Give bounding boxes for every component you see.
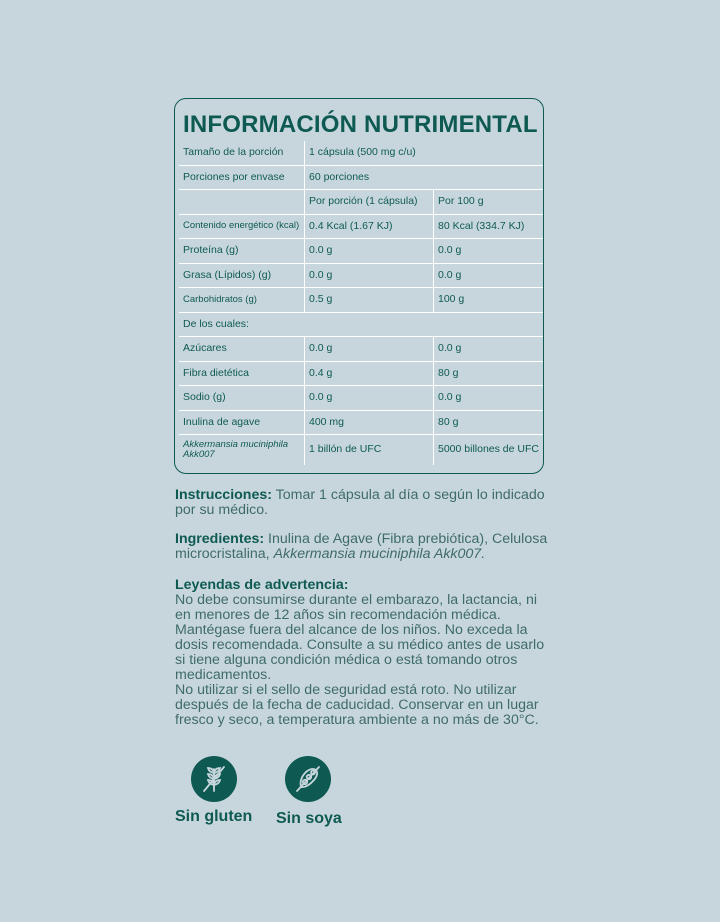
table-row [179, 263, 543, 288]
ingredients-italic: Akkermansia muciniphila Akk007. [273, 546, 486, 562]
gluten-free-label: Sin gluten [175, 808, 253, 825]
table-header-row [179, 190, 543, 215]
nutrient-per-portion: 0.0 g [305, 386, 434, 411]
header-per-portion: Por porción (1 cápsula) [305, 190, 434, 215]
table-row [179, 214, 543, 239]
ingredients-text: Inulina de Agave (Fibra prebiótica), Celulosa microcristalina, [175, 531, 548, 562]
table-row [179, 435, 543, 466]
warnings-text-1: No debe consumirse durante el embarazo, la lactancia, ni en menores de 12 años sin recomendación médica. Mantégase fuera del alcance de los niños. No exceda la dosis recomendada. Consulte a su médico antes de usarlo si tiene alguna condición médica o está tomando otros medicamentos. [175, 592, 545, 683]
table-row [179, 288, 543, 313]
warnings-label: Leyendas de advertencia: [175, 577, 349, 593]
table-row [179, 361, 543, 386]
warnings-paragraph [175, 578, 555, 728]
warnings-text-2: No utilizar si el sello de seguridad está roto. No utilizar después de la fecha de caducidad. Conservar en un lugar fresco y seco, a temperatura ambiente a no más de 30°C. [175, 682, 539, 728]
instructions-text: Tomar 1 cápsula al día o según lo indicado por su médico. [175, 487, 545, 518]
nutrient-label: Inulina de agave [179, 410, 305, 435]
serving-size-value: 1 cápsula (500 mg c/u) [305, 141, 544, 165]
nutrient-per-portion: 0.0 g [305, 337, 434, 362]
nutrient-label: Azúcares [179, 337, 305, 362]
nutrient-per-100g: 0.0 g [434, 239, 544, 264]
soy-free-badge [285, 756, 331, 802]
table-row [179, 386, 543, 411]
nutrient-per-portion: 400 mg [305, 410, 434, 435]
soy-free-label: Sin soya [276, 810, 342, 827]
nutrient-per-portion: 0.4 Kcal (1.67 KJ) [305, 214, 434, 239]
nutrient-per-100g: 80 g [434, 410, 544, 435]
soy-crossed-icon [285, 756, 331, 802]
table-row [179, 410, 543, 435]
nutrition-title: INFORMACIÓN NUTRIMENTAL [183, 111, 538, 138]
serving-size-label: Tamaño de la porción [179, 141, 305, 165]
header-per-100g: Por 100 g [434, 190, 544, 215]
ingredients-label: Ingredientes: [175, 531, 265, 547]
of-which-label: De los cuales: [179, 312, 543, 337]
nutrient-label: Proteína (g) [179, 239, 305, 264]
nutrient-per-100g: 5000 billones de UFC [434, 435, 544, 466]
nutrient-per-100g: 0.0 g [434, 337, 544, 362]
table-row [179, 337, 543, 362]
nutrient-label: Carbohidratos (g) [179, 288, 305, 313]
nutrient-per-100g: 80 Kcal (334.7 KJ) [434, 214, 544, 239]
nutrient-per-portion: 0.0 g [305, 263, 434, 288]
servings-per-container-value: 60 porciones [305, 165, 544, 190]
ingredients-paragraph [175, 532, 555, 562]
nutrient-per-portion: 0.0 g [305, 239, 434, 264]
nutrition-table [179, 141, 543, 465]
instructions-paragraph [175, 488, 555, 518]
nutrition-panel [174, 98, 544, 474]
nutrient-per-portion: 0.4 g [305, 361, 434, 386]
nutrient-label: Contenido energético (kcal) [179, 214, 305, 239]
wheat-crossed-icon [191, 756, 237, 802]
table-row [179, 239, 543, 264]
nutrient-per-portion: 0.5 g [305, 288, 434, 313]
gluten-free-badge [191, 756, 237, 802]
nutrient-label: Sodio (g) [179, 386, 305, 411]
nutrient-per-100g: 0.0 g [434, 263, 544, 288]
instructions-label: Instrucciones: [175, 487, 272, 503]
nutrient-label: Fibra dietética [179, 361, 305, 386]
nutrient-per-100g: 80 g [434, 361, 544, 386]
table-row [179, 312, 543, 337]
nutrient-per-100g: 0.0 g [434, 386, 544, 411]
table-row [179, 141, 543, 165]
table-row [179, 165, 543, 190]
header-empty-cell [179, 190, 305, 215]
servings-per-container-label: Porciones por envase [179, 165, 305, 190]
nutrient-label: Grasa (Lípidos) (g) [179, 263, 305, 288]
nutrient-per-portion: 1 billón de UFC [305, 435, 434, 466]
nutrient-per-100g: 100 g [434, 288, 544, 313]
nutrient-label: Akkermansia muciniphila Akk007 [183, 439, 289, 460]
